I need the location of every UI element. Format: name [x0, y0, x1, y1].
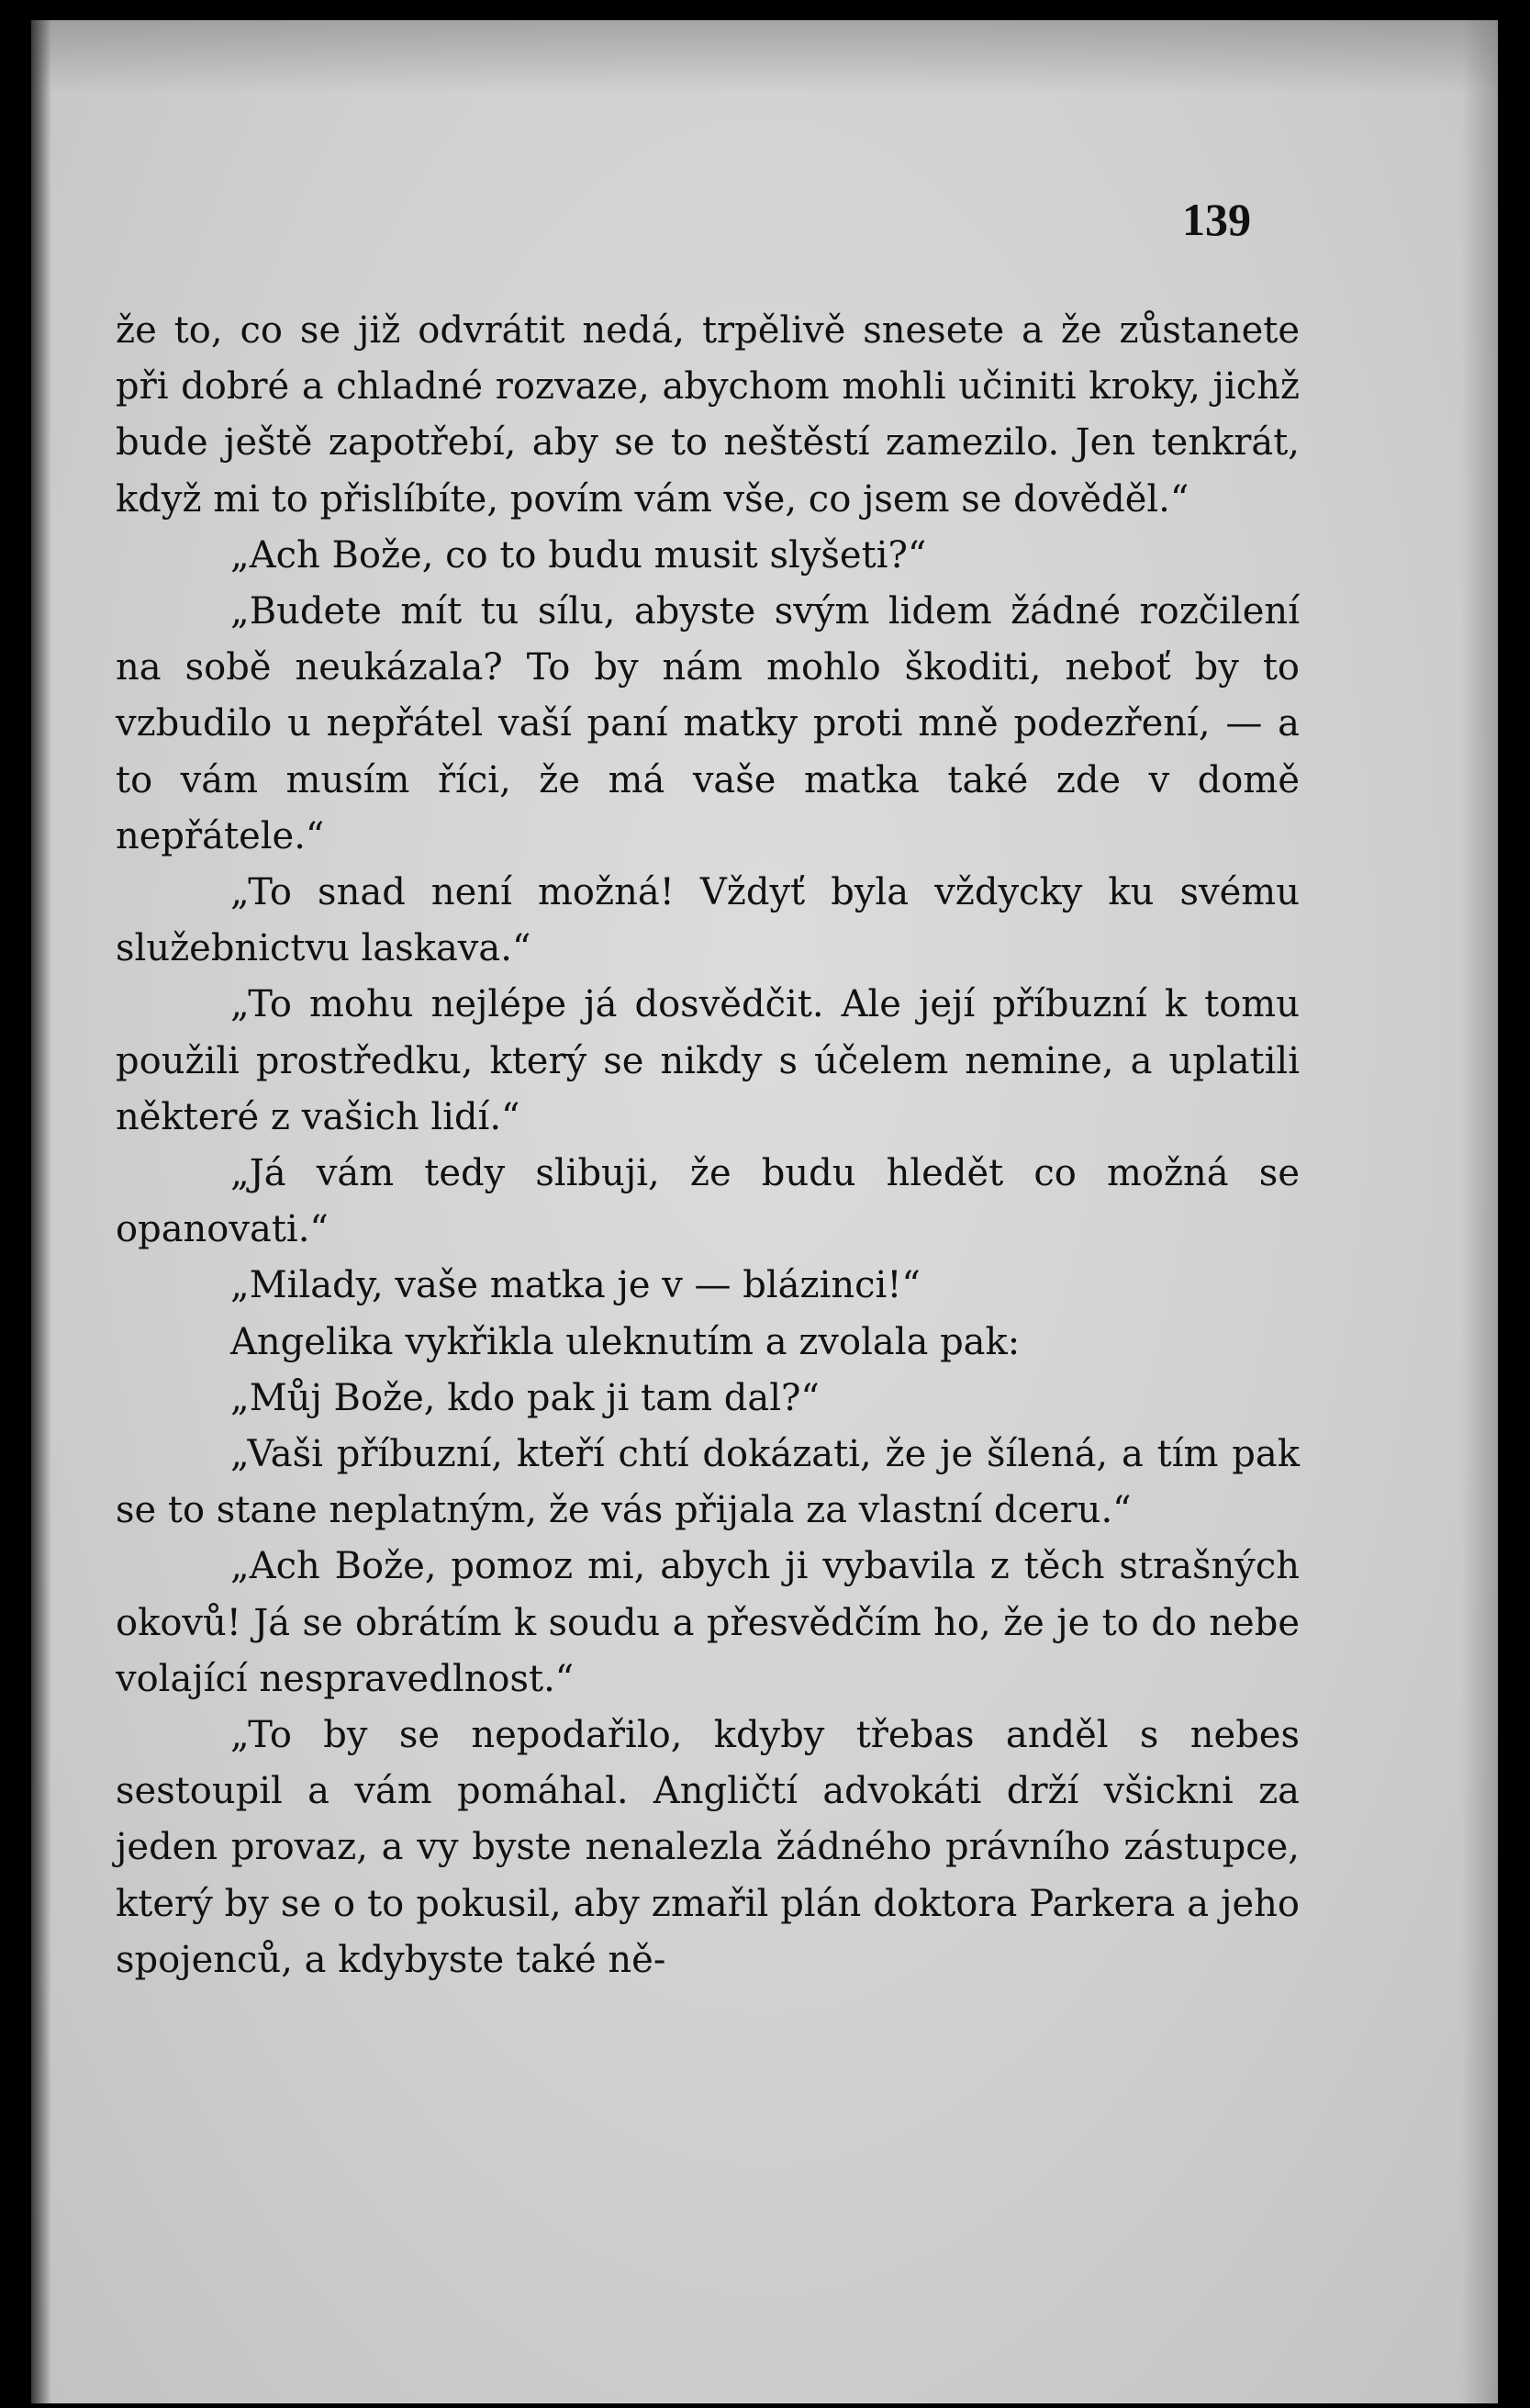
paragraph: „Můj Bože, kdo pak ji tam dal?“ [230, 1376, 820, 1419]
page-edge-shadow [1461, 20, 1498, 2403]
page-top-shadow [31, 20, 1498, 94]
paragraph: „Já vám tedy slibuji, že budu hledět co možná se opanovati.“ [116, 1152, 1300, 1251]
paragraph: Angelika vykřikla uleknutím a zvolala pak: [230, 1320, 1021, 1363]
page-binding-shadow [31, 20, 51, 2403]
body-text [116, 303, 1300, 1988]
paragraph: „Ach Bože, co to budu musit slyšeti?“ [230, 533, 927, 577]
paragraph: „Ach Bože, pomoz mi, abych ji vybavila z těch strašných okovů! Já se obrátím k soudu a přesvědčím ho, že je to do nebe volající nespravedlnost.“ [116, 1545, 1300, 1700]
page-number: 139 [1182, 194, 1251, 245]
paragraph: „To snad není možná! Vždyť byla vždycky ku svému služebnictvu laskava.“ [116, 871, 1300, 970]
paragraph: „Milady, vaše matka je v — blázinci!“ [230, 1264, 921, 1307]
paragraph: „To by se nepodařilo, kdyby třebas anděl s nebes sestoupil a vám pomáhal. Angličtí advokáti drží všickni za jeden provaz, a vy byste nenalezla žádného právního zástupce, který by se o to pokusil, aby zmařil plán doktora Parkera a jeho spojenců, a kdybyste také ně- [116, 1714, 1300, 1981]
paragraph: „Vaši příbuzní, kteří chtí dokázati, že je šílená, a tím pak se to stane neplatným, že vás přijala za vlastní dceru.“ [116, 1433, 1300, 1532]
paragraph: „To mohu nejlépe já dosvědčit. Ale její příbuzní k tomu použili prostředku, který se nikdy s účelem nemine, a uplatili některé z vašich lidí.“ [116, 983, 1300, 1138]
paragraph: že to, co se již odvrátit nedá, trpělivě snesete a že zůstanete při dobré a chladné rozvaze, abychom mohli učiniti kroky, jichž bude ještě zapotřebí, aby se to neštěstí zamezilo. Jen tenkrát, když mi to přislíbíte, povím vám vše, co jsem se dověděl.“ [116, 309, 1300, 521]
paragraph: „Budete mít tu sílu, abyste svým lidem žádné rozčilení na sobě neukázala? To by nám mohlo škoditi, neboť by to vzbudilo u nepřátel vaší paní matky proti mně podezření, — a to vám musím říci, že má vaše matka také zde v domě nepřátele.“ [116, 590, 1300, 857]
book-page [31, 20, 1498, 2403]
